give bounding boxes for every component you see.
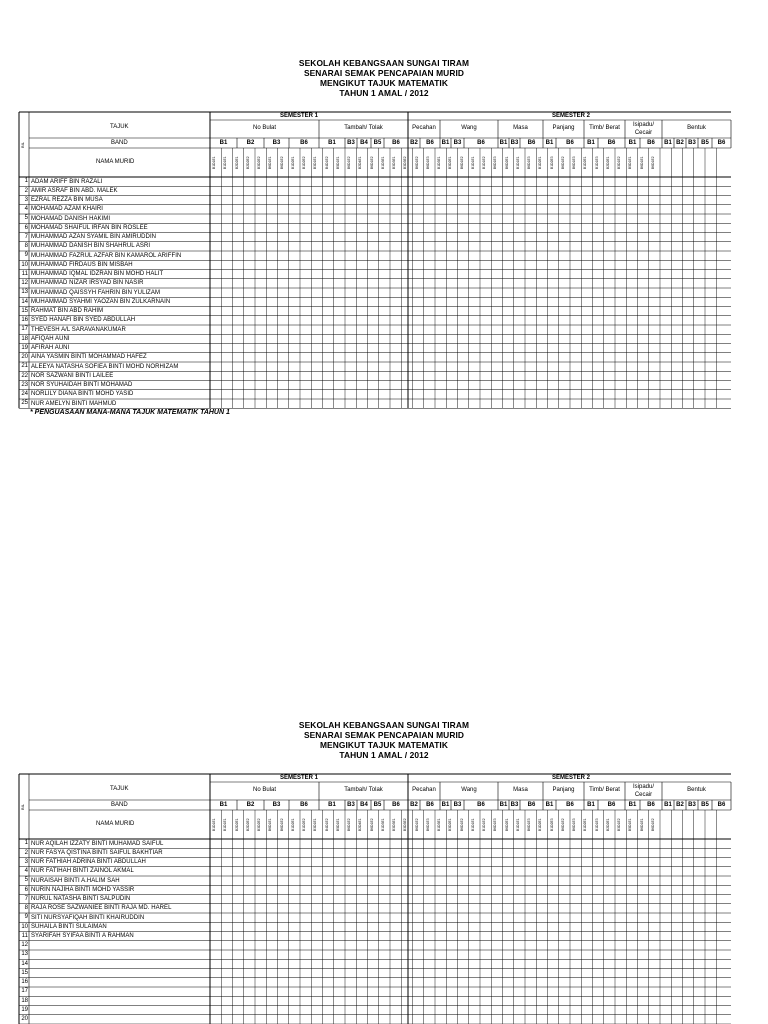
topic-8: Isipadu/ Cecair (632, 122, 654, 136)
title-line-3: MENGIKUT TAJUK MATEMATIK (319, 78, 448, 88)
student-name: NUR AQILAH IZZATY BINTI MUHAMAD SAIFUL (31, 840, 164, 847)
student-name: MOHAMAD AZAM KHAIRI (31, 206, 103, 213)
semester-2-label: SEMESTER 2 (552, 113, 591, 119)
band-cell: B1 (587, 802, 595, 808)
code-cell: B6D1E2 (459, 818, 464, 832)
band-cell: B6 (566, 802, 574, 808)
code-cell: B6D1E2 (560, 156, 565, 170)
band-cell: B1 (587, 140, 595, 146)
band-cell: B1 (499, 140, 508, 146)
band-cell: B6 (607, 802, 616, 808)
title-line-4: TAHUN 1 AMAL / 2012 (339, 88, 429, 98)
band-cell: B2 (410, 802, 418, 808)
band-cell: B2 (246, 802, 255, 808)
code-cell: B1D2E3 (549, 156, 554, 170)
band-cell: B1 (628, 802, 637, 808)
code-cell: B4D1E2 (324, 818, 329, 832)
code-cell: B6D1E2 (650, 156, 655, 170)
topic-5: Masa (513, 787, 528, 793)
band-cell: B1 (219, 802, 228, 808)
student-name: MUHAMMAD FIRDAUS BIN MISBAH (31, 261, 133, 268)
code-cell: B6D1E2 (369, 818, 374, 832)
title-line-1: SEKOLAH KEBANGSAAN SUNGAI TIRAM (298, 58, 470, 68)
code-cell: B6D1E2 (650, 818, 655, 832)
student-name: SYARIFAH SYIFAA BINTI A RAHMAN (31, 933, 134, 940)
code-cell: B1D2E1 (538, 818, 543, 832)
code-cell: B6D2E1 (504, 156, 509, 170)
student-name: MOHAMAD SHAIFUL IRFAN BIN ROSLEE (31, 224, 148, 231)
student-name: NORLILY DIANA BINTI MOHD YASID (31, 391, 134, 398)
band-cell: B6 (426, 802, 434, 808)
row-number: 20 (21, 354, 28, 361)
band-cell: B6 (426, 140, 434, 146)
row-number: 6 (24, 886, 28, 893)
code-cell: B3D2E1 (448, 156, 453, 170)
code-cell: B6D1E2 (369, 156, 374, 170)
band-cell: B5 (701, 140, 709, 146)
band-cell: B1 (545, 140, 554, 146)
band-cell: B5 (373, 802, 382, 808)
code-cell: B1D1E1 (515, 818, 520, 832)
code-cell: B3D3E1 (392, 156, 396, 170)
band-cell: B3 (453, 140, 462, 146)
topic-2: Tambah/ Tolak (344, 125, 383, 131)
title-line-2: SENARAI SEMAK PENCAPAIAN MURID (303, 68, 465, 78)
band-cell: B1 (628, 140, 637, 146)
student-name: MUHAMMAD QAISSYH FAHRIN BIN YULIZAM (31, 289, 160, 296)
code-cell: B3D1E2 (617, 156, 621, 170)
student-name: RAJA ROSE SAZWANIEE BINTI RAJA MD. HAREL (31, 905, 172, 912)
row-number: 2 (24, 849, 28, 856)
checklist-sheet-1 (0, 0, 768, 480)
student-name: SYED HANAFI BIN SYED ABDULLAH (31, 317, 136, 324)
band-cell: B3 (510, 802, 519, 808)
student-name: MUHAMMAD DANISH BIN SHAHRUL ASRI (31, 243, 151, 250)
code-cell: B6D1E2 (560, 818, 565, 832)
code-cell: B1D2E1 (583, 156, 588, 170)
band-cell: B6 (607, 140, 616, 146)
code-cell: B4D1E2 (324, 156, 329, 170)
title-line-1: SEKOLAH KEBANGSAAN SUNGAI TIRAM (298, 720, 470, 730)
tajuk-label: TAJUK (110, 786, 129, 792)
code-cell: B1D2E2 (302, 818, 306, 832)
row-number: 16 (21, 317, 28, 324)
band-cell: B6 (717, 802, 726, 808)
row-number: 7 (24, 895, 28, 902)
topic-7: Timb/ Berat (589, 787, 620, 793)
code-cell: B3D1E1 (313, 818, 318, 832)
code-cell: B6D1E1 (639, 818, 644, 832)
topic-7: Timb/ Berat (589, 125, 620, 131)
student-name: AFIRAH AUNI (31, 345, 70, 352)
code-cell: B2D2E2 (245, 156, 250, 170)
row-number: 12 (21, 942, 28, 949)
row-number: 24 (21, 391, 28, 398)
code-cell: B6D1E3 (493, 156, 498, 170)
code-cell: B3D1E1 (313, 156, 318, 170)
nama-murid-label: NAMA MURID (96, 821, 135, 827)
code-cell: B6D1E2 (459, 156, 464, 170)
code-cell: B1D1E1 (515, 156, 520, 170)
footnote: * PENGUASAAN MANA-MANA TAJUK MATEMATIK TAHUN 1 (30, 408, 230, 416)
code-cell: B1D2E1 (290, 818, 295, 832)
row-number: 18 (21, 335, 28, 342)
code-cell: B6D1E3 (572, 818, 576, 832)
band-cell: B6 (566, 140, 574, 146)
code-cell: B3D2E2 (257, 818, 261, 832)
row-number: 19 (21, 1006, 28, 1013)
code-cell: B3D2E2 (257, 156, 261, 170)
topic-1: No Bulat (252, 787, 276, 793)
row-number: 5 (24, 877, 28, 884)
student-name: RAHMAT BIN ABD RAHIM (31, 308, 104, 315)
code-cell: B2D2E1 (234, 818, 239, 832)
band-cell: B3 (272, 140, 281, 146)
title-line-4: TAHUN 1 AMAL / 2012 (339, 750, 429, 760)
row-number: 8 (24, 243, 28, 250)
code-cell: B6D1E3 (527, 156, 531, 170)
code-cell: B1D1E1 (470, 818, 475, 832)
student-name: NUR AMELYN BINTI MAHMUD (31, 400, 117, 407)
student-name: EZRAL REZZA BIN MUSA (31, 197, 103, 204)
band-cell: B6 (392, 140, 400, 146)
row-number: 9 (24, 252, 28, 259)
code-cell: B5D1E1 (628, 156, 633, 170)
band-cell: B3 (347, 802, 355, 808)
band-cell: B3 (453, 802, 462, 808)
topic-6: Panjang (552, 125, 575, 131)
code-cell: B6D1E3 (425, 156, 430, 170)
student-name: AINA YASMIN BINTI MOHAMMAD HAFEZ (31, 354, 147, 361)
student-name: NUR FASYA QISTINA BINTI SAIFUL BAKHTIAR (31, 849, 163, 856)
bil-label: BIL (20, 142, 25, 149)
nama-murid-label: NAMA MURID (96, 159, 135, 165)
code-cell: B2D2E2 (245, 818, 250, 832)
row-number: 14 (21, 298, 28, 305)
band-cell: B2 (676, 140, 684, 146)
code-cell: B2D2E1 (605, 156, 610, 170)
student-name: AMIR ASRAF BIN ABD. MALEK (31, 187, 118, 194)
student-name: MUHAMMAD IQMAL IDZRAN BIN MOHD HALIT (31, 271, 164, 278)
topic-3: Pecahan (412, 125, 436, 131)
band-cell: B3 (688, 140, 696, 146)
student-name: THEVESH A/L SARAVANAKUMAR (31, 326, 126, 333)
band-cell: B1 (441, 140, 450, 146)
tajuk-label: TAJUK (110, 124, 129, 130)
student-name: MUHAMMAD FAZRUL AZFAR BIN KAMAROL ARIFFIN (31, 252, 182, 259)
code-cell: B3D3E2 (403, 818, 408, 832)
student-name: NURUL NATASHA BINTI SALPUDIN (31, 896, 131, 903)
row-number: 9 (24, 914, 28, 921)
code-cell: B1D2E1 (538, 156, 543, 170)
row-number: 20 (21, 1016, 28, 1023)
code-cell: B1D1E1 (223, 156, 228, 170)
code-cell: B3D2E1 (448, 818, 453, 832)
row-number: 13 (21, 289, 28, 296)
row-number: 11 (21, 932, 28, 939)
code-cell: B6D1E3 (527, 818, 531, 832)
band-cell: B6 (477, 802, 485, 808)
band-cell: B6 (647, 802, 655, 808)
semester-1-label: SEMESTER 1 (280, 775, 319, 781)
row-number: 16 (21, 979, 28, 986)
student-name: AFIQAH AUNI (31, 335, 70, 342)
student-name: ADAM ARIFF BIN RAZALI (31, 178, 103, 185)
code-cell: B2D2E1 (234, 156, 239, 170)
student-name: MUHAMMAD AZAN SYAMIL BIN AMIRUDDIN (31, 234, 157, 241)
row-number: 10 (21, 923, 28, 930)
code-cell: B1D3E1 (437, 818, 441, 832)
student-name: MUHAMMAD SYAHMI YAOZAN BIN ZULKARNAIN (31, 298, 171, 305)
row-number: 3 (24, 196, 28, 203)
band-label: BAND (111, 802, 128, 808)
bil-label: BIL (20, 804, 25, 811)
code-cell: B6D1E3 (493, 818, 498, 832)
code-cell: B1D2E1 (583, 818, 588, 832)
topic-9: Bentuk (687, 125, 706, 131)
student-name: ALEEYA NATASHA SOFIEA BINTI MOHD NORHIZAM (31, 363, 179, 370)
code-cell: B6D1E2 (414, 818, 419, 832)
code-cell: B1D1E1 (223, 818, 228, 832)
student-name: NURIN NAJIHA BINTI MOHD YASSIR (31, 886, 135, 893)
row-number: 4 (24, 206, 28, 213)
semester-1-label: SEMESTER 1 (280, 113, 319, 119)
row-number: 15 (21, 969, 28, 976)
code-cell: B5D1E1 (335, 156, 340, 170)
code-cell: B5D1E1 (628, 818, 633, 832)
band-cell: B6 (527, 802, 536, 808)
row-number: 1 (24, 178, 28, 185)
band-cell: B1 (664, 140, 672, 146)
code-cell: B2D2E1 (605, 818, 610, 832)
band-cell: B1 (441, 802, 450, 808)
band-cell: B1 (499, 802, 508, 808)
band-cell: B2 (410, 140, 418, 146)
topic-4: Wang (461, 125, 477, 131)
code-cell: B3D1E2 (617, 818, 621, 832)
code-cell: B6D1E2 (279, 156, 284, 170)
band-cell: B6 (477, 140, 485, 146)
row-number: 8 (24, 905, 28, 912)
code-cell: B1D1E2 (482, 156, 486, 170)
code-cell: B1D2E2 (302, 156, 306, 170)
code-cell: B1D1E1 (212, 818, 216, 832)
student-name: NOR SAZWANI BINTI LAILEE (31, 372, 114, 379)
band-cell: B6 (527, 140, 536, 146)
band-label: BAND (111, 140, 128, 146)
row-number: 10 (21, 261, 28, 268)
row-number: 11 (21, 270, 28, 277)
band-cell: B3 (347, 140, 355, 146)
student-name: SUHAILA BINTI SULAIMAN (31, 923, 107, 930)
code-cell: B5D1E1 (335, 818, 340, 832)
code-cell: B1D1E3 (594, 156, 599, 170)
code-cell: B6D2E1 (504, 818, 509, 832)
band-cell: B1 (328, 140, 336, 146)
code-cell: B1D3E1 (437, 156, 441, 170)
code-cell: B6D1E1 (268, 156, 273, 170)
row-number: 2 (24, 187, 28, 194)
band-cell: B6 (300, 140, 308, 146)
code-cell: B6D1E2 (347, 818, 351, 832)
checklist-sheet-2 (0, 662, 768, 1024)
band-cell: B3 (272, 802, 281, 808)
band-cell: B5 (701, 802, 709, 808)
band-cell: B6 (392, 802, 400, 808)
code-cell: B3D3E1 (392, 818, 396, 832)
student-name: NUR FATHIAH ADRINA BINTI ABDULLAH (31, 859, 146, 866)
band-cell: B3 (510, 140, 519, 146)
code-cell: B6D1E3 (572, 156, 576, 170)
code-cell: B6D1E3 (425, 818, 430, 832)
band-cell: B1 (664, 802, 672, 808)
row-number: 7 (24, 233, 28, 240)
row-number: 15 (21, 307, 28, 314)
row-number: 12 (21, 280, 28, 287)
row-number: 25 (21, 400, 28, 407)
code-cell: B2D4E1 (358, 818, 363, 832)
code-cell: B3D3E2 (403, 156, 408, 170)
code-cell: B1D3E1 (380, 156, 385, 170)
row-number: 19 (21, 344, 28, 351)
band-cell: B1 (219, 140, 228, 146)
code-cell: B6D1E2 (347, 156, 351, 170)
row-number: 17 (21, 326, 28, 333)
student-name: NURAISAH BINTI A.HALIM SAH (31, 877, 120, 884)
topic-9: Bentuk (687, 787, 706, 793)
band-cell: B1 (545, 802, 554, 808)
student-name: MOHAMAD DANISH HAKIMI (31, 215, 111, 222)
band-cell: B2 (246, 140, 255, 146)
semester-2-label: SEMESTER 2 (552, 775, 591, 781)
row-number: 13 (21, 951, 28, 958)
row-number: 6 (24, 224, 28, 231)
student-name: NOR SYUHAIDAH BINTI MOHAMAD (31, 382, 133, 389)
code-cell: B2D4E1 (358, 156, 363, 170)
band-cell: B1 (328, 802, 336, 808)
title-line-2: SENARAI SEMAK PENCAPAIAN MURID (303, 730, 465, 740)
row-number: 4 (24, 868, 28, 875)
code-cell: B1D1E3 (594, 818, 599, 832)
band-cell: B2 (676, 802, 684, 808)
student-name: SITI NURSYAFIQAH BINTI KHAIRUDDIN (31, 914, 145, 921)
code-cell: B1D2E1 (290, 156, 295, 170)
topic-4: Wang (461, 787, 477, 793)
row-number: 17 (21, 988, 28, 995)
band-cell: B6 (717, 140, 726, 146)
code-cell: B6D1E2 (414, 156, 419, 170)
code-cell: B6D1E1 (639, 156, 644, 170)
code-cell: B1D3E1 (380, 818, 385, 832)
row-number: 18 (21, 997, 28, 1004)
topic-3: Pecahan (412, 787, 436, 793)
code-cell: B6D1E1 (268, 818, 273, 832)
code-cell: B1D1E1 (212, 156, 216, 170)
row-number: 14 (21, 960, 28, 967)
code-cell: B1D2E3 (549, 818, 554, 832)
title-line-3: MENGIKUT TAJUK MATEMATIK (319, 740, 448, 750)
band-cell: B5 (373, 140, 382, 146)
student-name: NUR FATIHAH BINTI ZAINOL AKMAL (31, 868, 134, 875)
row-number: 5 (24, 215, 28, 222)
row-number: 23 (21, 381, 28, 388)
row-number: 3 (24, 858, 28, 865)
student-name: MUHAMMAD NIZAR IRSYAD BIN NASIR (31, 280, 144, 287)
row-number: 22 (21, 372, 28, 379)
row-number: 21 (21, 363, 28, 370)
code-cell: B1D1E1 (470, 156, 475, 170)
band-cell: B4 (360, 140, 368, 146)
band-cell: B4 (360, 802, 368, 808)
topic-1: No Bulat (252, 125, 276, 131)
band-cell: B3 (688, 802, 696, 808)
code-cell: B6D1E2 (279, 818, 284, 832)
band-cell: B6 (300, 802, 308, 808)
code-cell: B1D1E2 (482, 818, 486, 832)
topic-8: Isipadu/ Cecair (632, 784, 654, 798)
topic-6: Panjang (552, 787, 575, 793)
band-cell: B6 (647, 140, 655, 146)
topic-5: Masa (513, 125, 528, 131)
topic-2: Tambah/ Tolak (344, 787, 383, 793)
row-number: 1 (24, 840, 28, 847)
